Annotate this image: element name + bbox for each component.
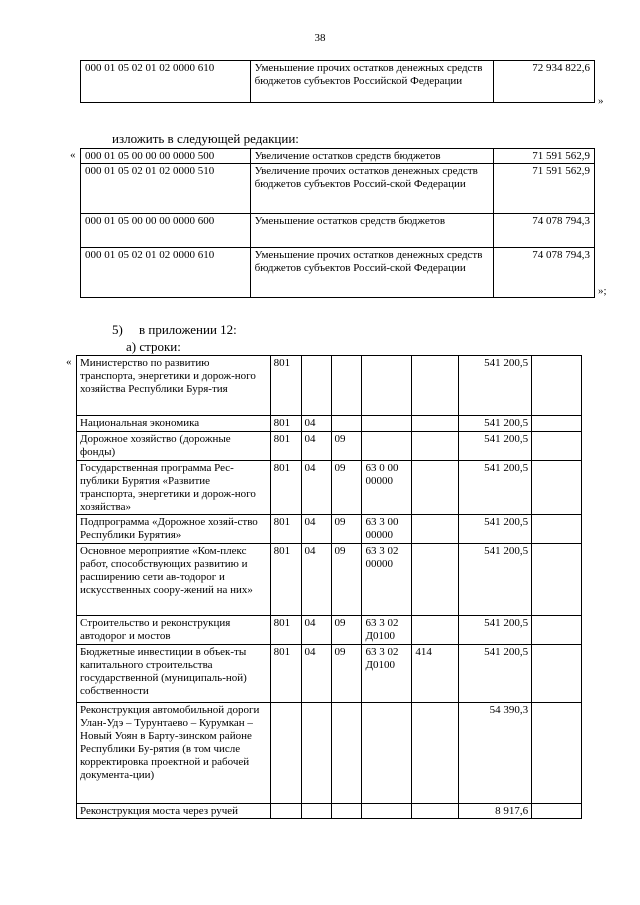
amount-cell: 8 917,6 bbox=[459, 804, 532, 819]
open-quote: « bbox=[70, 149, 76, 161]
amount-cell: 541 200,5 bbox=[459, 461, 532, 515]
table-row bbox=[77, 544, 582, 616]
section-title: в приложении 12: bbox=[139, 322, 237, 337]
pr-cell bbox=[331, 356, 362, 416]
rz-cell bbox=[301, 703, 331, 804]
vr-cell bbox=[412, 461, 459, 515]
gr-cell: 801 bbox=[270, 616, 301, 645]
vr-cell bbox=[412, 703, 459, 804]
pr-cell: 09 bbox=[331, 544, 362, 616]
empty-cell bbox=[532, 432, 582, 461]
pr-cell: 09 bbox=[331, 515, 362, 544]
table-row bbox=[81, 248, 595, 298]
csr-cell bbox=[362, 416, 412, 432]
vr-cell bbox=[412, 804, 459, 819]
csr-cell: 63 3 00 00000 bbox=[362, 515, 412, 544]
close-quote-semicolon: »; bbox=[598, 285, 607, 297]
pr-cell bbox=[331, 703, 362, 804]
name-cell: Реконструкция автомобильной дороги Улан-Удэ – Турунтаево – Курумкан – Новый Уоян в Барту-зинском районе Республики Бу-рятия (в том числе корректировка проектной и рабочей документа-ции) bbox=[77, 703, 271, 804]
table-row bbox=[77, 461, 582, 515]
code-cell: 000 01 05 00 00 00 0000 500 bbox=[81, 149, 251, 164]
gr-cell: 801 bbox=[270, 461, 301, 515]
pr-cell: 09 bbox=[331, 461, 362, 515]
subsection-label: а) строки: bbox=[126, 339, 181, 354]
name-cell: Уменьшение прочих остатков денежных средств бюджетов субъектов Россий-ской Федерации bbox=[250, 248, 494, 298]
name-cell: Национальная экономика bbox=[77, 416, 271, 432]
amount-cell: 541 200,5 bbox=[459, 515, 532, 544]
empty-cell bbox=[532, 804, 582, 819]
rz-cell bbox=[301, 804, 331, 819]
page-number: 38 bbox=[314, 32, 326, 44]
csr-cell bbox=[362, 356, 412, 416]
name-cell: Увеличение остатков средств бюджетов bbox=[250, 149, 494, 164]
rz-cell: 04 bbox=[301, 432, 331, 461]
amount-cell: 71 591 562,9 bbox=[494, 164, 595, 214]
vr-cell: 414 bbox=[412, 645, 459, 703]
amount-cell: 74 078 794,3 bbox=[494, 248, 595, 298]
table-row bbox=[77, 804, 582, 819]
vr-cell bbox=[412, 356, 459, 416]
table-row bbox=[77, 432, 582, 461]
name-cell: Дорожное хозяйство (дорожные фонды) bbox=[77, 432, 271, 461]
vr-cell bbox=[412, 544, 459, 616]
table-row bbox=[77, 515, 582, 544]
name-cell: Министерство по развитию транспорта, энергетики и дорож-ного хозяйства Республики Буря-тия bbox=[77, 356, 271, 416]
name-cell: Подпрограмма «Дорожное хозяй-ство Республики Бурятия» bbox=[77, 515, 271, 544]
amount-cell: 541 200,5 bbox=[459, 416, 532, 432]
gr-cell bbox=[270, 703, 301, 804]
empty-cell bbox=[532, 645, 582, 703]
rz-cell: 04 bbox=[301, 416, 331, 432]
table-row bbox=[77, 703, 582, 804]
amount-cell: 541 200,5 bbox=[459, 616, 532, 645]
empty-cell bbox=[532, 356, 582, 416]
gr-cell: 801 bbox=[270, 645, 301, 703]
rz-cell: 04 bbox=[301, 544, 331, 616]
pr-cell bbox=[331, 804, 362, 819]
name-cell: Реконструкция моста через ручей bbox=[77, 804, 271, 819]
name-cell: Бюджетные инвестиции в объек-ты капитального строительства государственной (муниципаль-ной) собственности bbox=[77, 645, 271, 703]
close-quote: » bbox=[598, 95, 604, 107]
amount-cell: 74 078 794,3 bbox=[494, 214, 595, 248]
csr-cell bbox=[362, 804, 412, 819]
table-row bbox=[81, 149, 595, 164]
table-row bbox=[77, 645, 582, 703]
empty-cell bbox=[532, 616, 582, 645]
csr-cell: 63 3 02 Д0100 bbox=[362, 645, 412, 703]
rz-cell: 04 bbox=[301, 645, 331, 703]
vr-cell bbox=[412, 616, 459, 645]
code-cell: 000 01 05 02 01 02 0000 610 bbox=[81, 61, 251, 103]
intro-text: изложить в следующей редакции: bbox=[112, 131, 299, 146]
gr-cell bbox=[270, 804, 301, 819]
table-row bbox=[81, 164, 595, 214]
table-row bbox=[77, 416, 582, 432]
gr-cell: 801 bbox=[270, 515, 301, 544]
empty-cell bbox=[532, 703, 582, 804]
name-cell: Государственная программа Рес-публики Бурятия «Развитие транспорта, энергетики и дорож-ного хозяйства» bbox=[77, 461, 271, 515]
name-cell: Основное мероприятие «Ком-плекс работ, способствующих развитию и расширению сети ав-тодорог и искусственных соору-жений на них» bbox=[77, 544, 271, 616]
table-row bbox=[81, 61, 595, 103]
gr-cell: 801 bbox=[270, 432, 301, 461]
amount-cell: 54 390,3 bbox=[459, 703, 532, 804]
pr-cell bbox=[331, 416, 362, 432]
pr-cell: 09 bbox=[331, 616, 362, 645]
sources-table bbox=[80, 148, 595, 298]
table-row bbox=[77, 616, 582, 645]
pr-cell: 09 bbox=[331, 432, 362, 461]
name-cell: Строительство и реконструкция автодорог и мостов bbox=[77, 616, 271, 645]
departmental-structure-table bbox=[76, 355, 582, 819]
amount-cell: 541 200,5 bbox=[459, 645, 532, 703]
rz-cell bbox=[301, 356, 331, 416]
gr-cell: 801 bbox=[270, 544, 301, 616]
open-quote: « bbox=[66, 356, 72, 368]
code-cell: 000 01 05 02 01 02 0000 610 bbox=[81, 248, 251, 298]
code-cell: 000 01 05 00 00 00 0000 600 bbox=[81, 214, 251, 248]
amount-cell: 541 200,5 bbox=[459, 432, 532, 461]
csr-cell: 63 3 02 Д0100 bbox=[362, 616, 412, 645]
vr-cell bbox=[412, 416, 459, 432]
amount-cell: 541 200,5 bbox=[459, 356, 532, 416]
section-number: 5) bbox=[112, 322, 123, 337]
amount-cell: 71 591 562,9 bbox=[494, 149, 595, 164]
csr-cell: 63 0 00 00000 bbox=[362, 461, 412, 515]
rz-cell: 04 bbox=[301, 515, 331, 544]
amount-cell: 72 934 822,6 bbox=[494, 61, 595, 103]
amount-cell: 541 200,5 bbox=[459, 544, 532, 616]
empty-cell bbox=[532, 461, 582, 515]
rz-cell: 04 bbox=[301, 616, 331, 645]
pr-cell: 09 bbox=[331, 645, 362, 703]
name-cell: Увеличение прочих остатков денежных средств бюджетов субъектов Россий-ской Федерации bbox=[250, 164, 494, 214]
csr-cell bbox=[362, 432, 412, 461]
table-row bbox=[77, 356, 582, 416]
top-sources-table bbox=[80, 60, 595, 103]
table-row bbox=[81, 214, 595, 248]
gr-cell: 801 bbox=[270, 416, 301, 432]
name-cell: Уменьшение прочих остатков денежных средств бюджетов субъектов Российской Федерации bbox=[250, 61, 494, 103]
gr-cell: 801 bbox=[270, 356, 301, 416]
code-cell: 000 01 05 02 01 02 0000 510 bbox=[81, 164, 251, 214]
rz-cell: 04 bbox=[301, 461, 331, 515]
csr-cell bbox=[362, 703, 412, 804]
name-cell: Уменьшение остатков средств бюджетов bbox=[250, 214, 494, 248]
vr-cell bbox=[412, 515, 459, 544]
empty-cell bbox=[532, 416, 582, 432]
empty-cell bbox=[532, 515, 582, 544]
vr-cell bbox=[412, 432, 459, 461]
empty-cell bbox=[532, 544, 582, 616]
csr-cell: 63 3 02 00000 bbox=[362, 544, 412, 616]
